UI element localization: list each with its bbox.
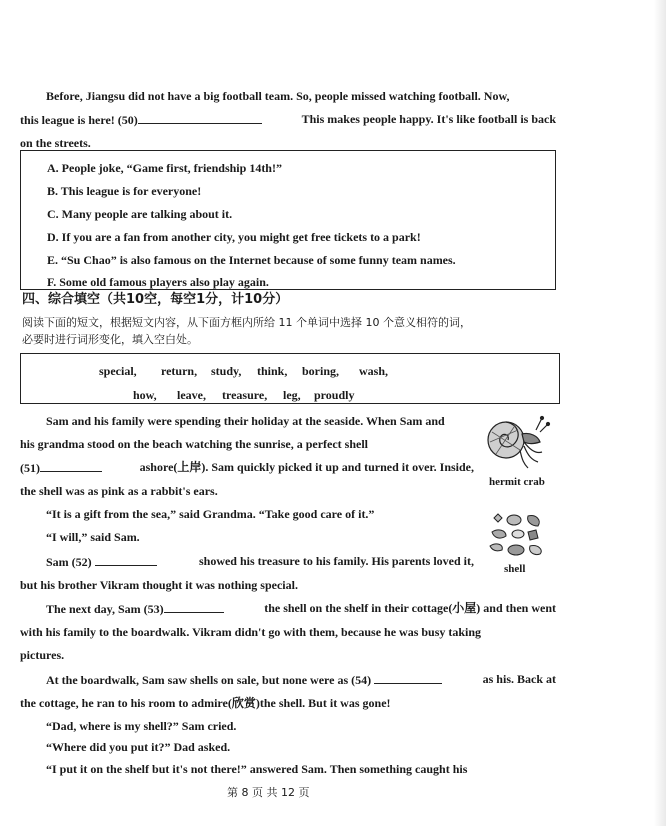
word-think: think,: [257, 364, 288, 378]
crab-caption: hermit crab: [489, 476, 545, 488]
story-p1-line1: Sam and his family were spending their holiday at the seaside. When Sam and: [46, 414, 445, 428]
word-return: return,: [161, 364, 198, 378]
blank-50[interactable]: [138, 112, 262, 124]
blank-54[interactable]: [374, 672, 442, 684]
question-52: Sam (52): [46, 554, 157, 569]
option-e: E. “Su Chao” is also famous on the Internet because of some funny team names.: [47, 253, 456, 267]
story-p8: “Where did you put it?” Dad asked.: [46, 740, 231, 754]
section-heading: 四、综合填空（共10空，每空1分，计10分）: [22, 292, 289, 307]
story-p1-line4: the shell was as pink as a rabbit's ears.: [20, 484, 218, 498]
question-51: (51): [20, 460, 102, 475]
word-how: how,: [133, 388, 157, 402]
option-c: C. Many people are talking about it.: [47, 207, 233, 221]
story-p5-line3: pictures.: [20, 648, 65, 662]
story-p1-line3: (51) ashore(上岸). Sam quickly picked it up and turned it over. Inside,: [20, 460, 474, 475]
story-p7: “Dad, where is my shell?” Sam cried.: [46, 719, 237, 733]
hermit-crab-image: [484, 410, 554, 472]
page-footer: 第 8 页 共 12 页: [227, 786, 310, 799]
word-treasure: treasure,: [222, 388, 268, 402]
shell-caption: shell: [504, 563, 526, 575]
word-leave: leave,: [177, 388, 206, 402]
story-p6-line1: At the boardwalk, Sam saw shells on sale, but none were as (54) as his. Back at: [46, 672, 556, 687]
option-a: A. People joke, “Game first, friendship 14th!”: [47, 161, 282, 175]
page-edge-shadow: [654, 0, 666, 826]
option-f: F. Some old famous players also play again.: [47, 275, 269, 289]
word-leg: leg,: [283, 388, 301, 402]
story-p3: “I will,” said Sam.: [46, 530, 140, 544]
shell-image: [488, 512, 548, 560]
instructions-line1: 阅读下面的短文，根据短文内容，从下面方框内所给 11 个单词中选择 10 个意义相符的词，: [22, 316, 471, 329]
story-p6-line2: the cottage, he ran to his room to admire(欣赏)the shell. But it was gone!: [20, 696, 391, 710]
option-d: D. If you are a fan from another city, you might get free tickets to a park!: [47, 230, 421, 244]
word-wash: wash,: [359, 364, 389, 378]
word-special: special,: [99, 364, 137, 378]
para1-line3: on the streets.: [20, 136, 91, 150]
para1-line1: Before, Jiangsu did not have a big football team. So, people missed watching football. Now,: [46, 89, 510, 103]
word-proudly: proudly: [314, 388, 355, 402]
para1-line2: this league is here! (50) This makes people happy. It's like football is back: [20, 112, 556, 127]
story-p4-line2: but his brother Vikram thought it was nothing special.: [20, 578, 298, 592]
story-p2: “It is a gift from the sea,” said Grandma. “Take good care of it.”: [46, 507, 375, 521]
story-p9-line1: “I put it on the shelf but it's not there!” answered Sam. Then something caught his: [46, 762, 468, 776]
question-53: The next day, Sam (53): [46, 601, 224, 616]
word-bank-box: [20, 353, 560, 404]
question-50: this league is here! (50): [20, 112, 262, 127]
story-p1-line2: his grandma stood on the beach watching the sunrise, a perfect shell: [20, 437, 369, 451]
story-p4-line1: Sam (52) showed his treasure to his family. His parents loved it,: [46, 554, 474, 569]
story-p5-line2: with his family to the boardwalk. Vikram didn't go with them, because he was busy taking: [20, 625, 482, 639]
word-study: study,: [211, 364, 242, 378]
question-54: At the boardwalk, Sam saw shells on sale, but none were as (54): [46, 672, 442, 687]
story-p5-line1: The next day, Sam (53) the shell on the shelf in their cottage(小屋) and then went: [46, 601, 556, 616]
option-b: B. This league is for everyone!: [47, 184, 202, 198]
blank-51[interactable]: [40, 460, 102, 472]
options-box: [20, 150, 556, 290]
blank-53[interactable]: [164, 601, 224, 613]
instructions-line2: 必要时进行词形变化，填入空白处。: [22, 333, 198, 346]
blank-52[interactable]: [95, 554, 157, 566]
word-boring: boring,: [302, 364, 340, 378]
